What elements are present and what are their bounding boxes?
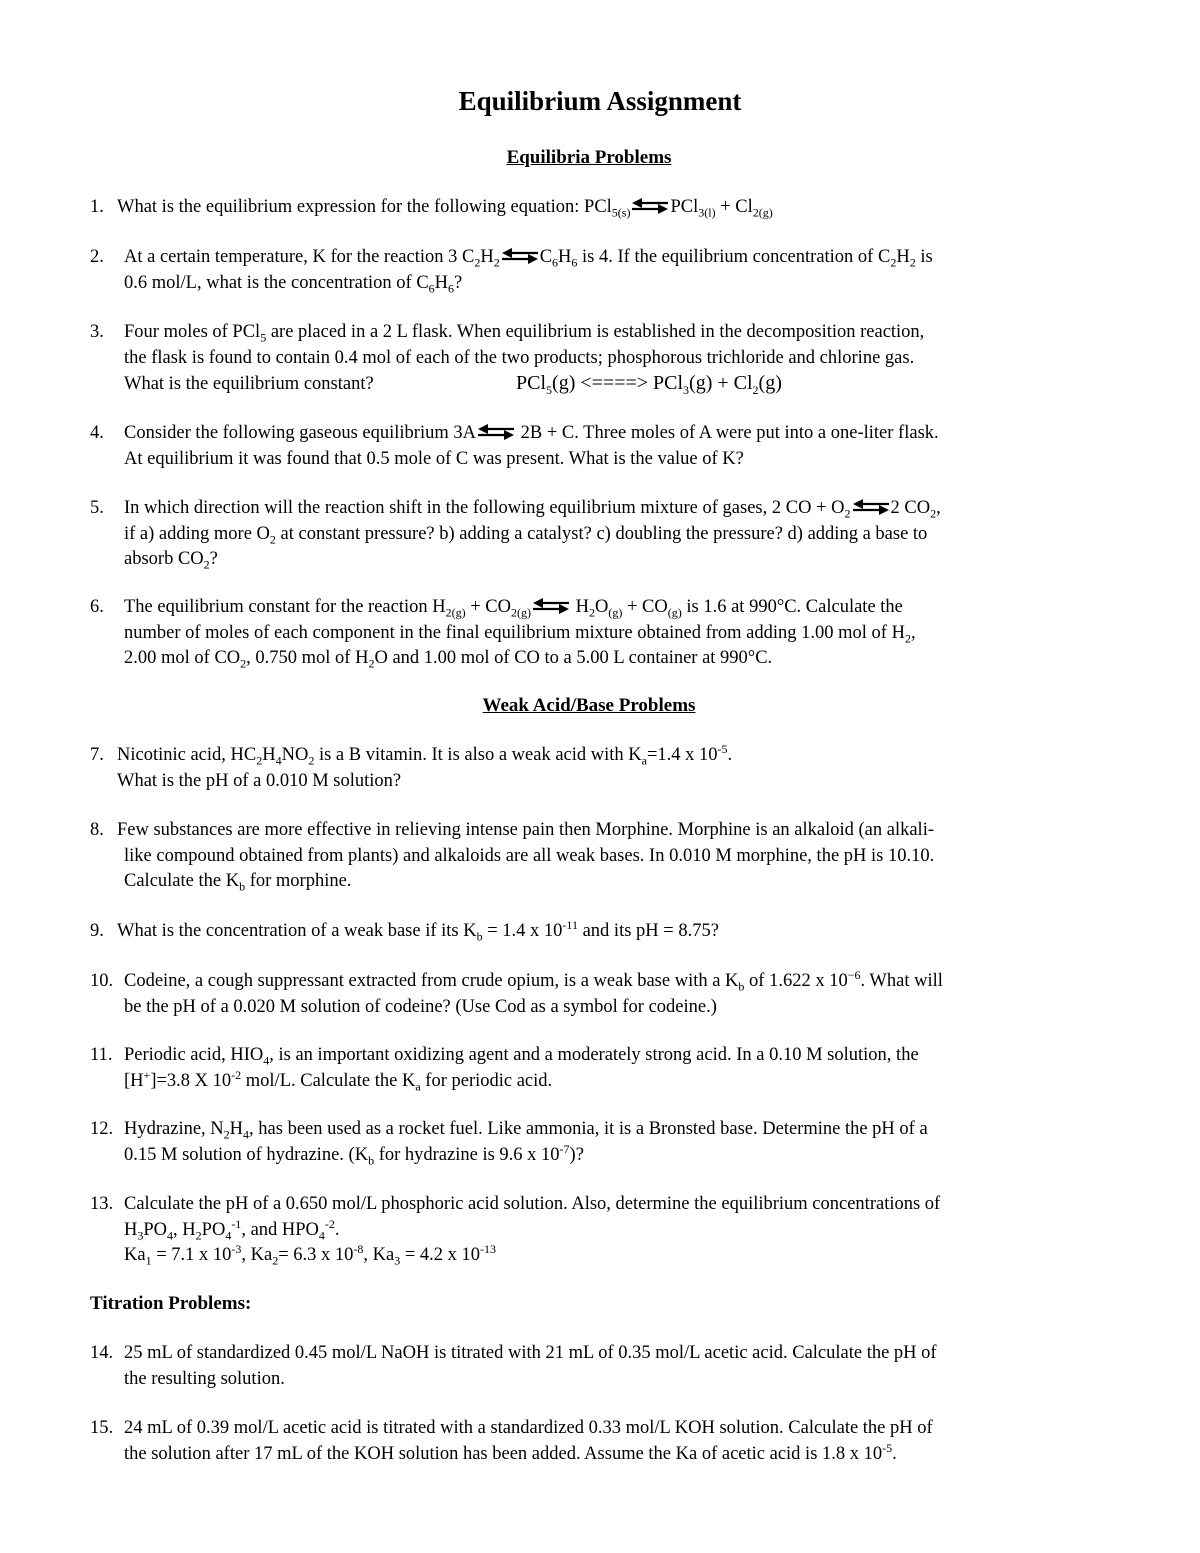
question-9: 9. What is the concentration of a weak base if its $K_b = 1.4$ x $10^{-11}$ and its pH = 8.75? [90, 917, 719, 944]
equilibrium-arrow-icon [852, 499, 890, 515]
question-number: 6. [90, 597, 104, 617]
question-number: 9. [90, 921, 104, 941]
question-number: 3. [90, 322, 104, 342]
question-4: 4. Consider the following gaseous equilibrium 3A 2B + C. Three moles of A were put into a one-liter flask. At equilibrium it was found that 0.5 mole of C was present. What is the value of K? [90, 423, 939, 469]
decomposition-equation: PCl$_5$(g) <====> $PCl_3(g) + Cl_2(g)$ [516, 372, 782, 397]
section-equilibria-heading: Equilibria Problems [506, 147, 672, 168]
question-6: 6. The equilibrium constant for the reaction $H_{2(g)} + CO_{2(g)}$ $H_2O_{(g)} + CO_{(g)}$ is 1.6 at 990°C. Calculate the number of moles of each component in the final equilibrium mixture obtained from adding 1.00 mol of $H_2$, 2.00 mol of $CO_2$, 0.750 mol of $H_2O$ and 1.00 mol of CO to a 5.00 L container at 990°C. [90, 597, 916, 671]
question-15: 15. 24 mL of 0.39 mol/L acetic acid is titrated with a standardized 0.33 mol/L KOH solution. Calculate the pH of the solution after 17 mL of the KOH solution has been added. Assume the Ka of acetic acid is 1.8 x $10^{-5}$. [90, 1418, 933, 1464]
question-number: 4. [90, 423, 104, 443]
question-11: 11. Periodic acid, $HIO_4$, is an important oxidizing agent and a moderately strong acid. In a 0.10 M solution, the [H+]=3.8 X $10^{-2}$ mol/L. Calculate the $K_a$ for periodic acid. [90, 1045, 919, 1094]
section-titration-heading: Titration Problems: [90, 1293, 252, 1314]
question-10: 10. Codeine, a cough suppressant extracted from crude opium, is a weak base with a $K_b$ of 1.622 x $10^{-6}$. What will be the pH of a 0.020 M solution of codeine? (Use Cod as a symbol for codeine.) [90, 967, 943, 1017]
page-title: Equilibrium Assignment [458, 86, 742, 116]
question-7: 7. Nicotinic acid, $HC_2H_4NO_2$ is a B vitamin. It is also a weak acid with $K_a=1.4$ x $10^{-5}$. What is the pH of a 0.010 M solution? [90, 741, 733, 791]
equilibrium-arrow-icon [501, 248, 539, 264]
question-13: 13. Calculate the pH of a 0.650 mol/L phosphoric acid solution. Also, determine the equilibrium concentrations of $H_3PO_4$, $H_2PO_4^{-1}$, and $HPO_4^{-2}$. $Ka_1 = 7.1$ x $10^{-3}$, $Ka_2= 6.3$ x $10^{-8}$, $Ka_3 = 4.2$ x $10^{-13}$ [90, 1194, 941, 1268]
question-8: 8. Few substances are more effective in relieving intense pain then Morphine. Morphine is an alkaloid (an alkali- like compound obtained from plants) and alkaloids are all weak bases. In 0.010 M morphine, the pH is 10.10. Calculate the $K_b$ for morphine. [90, 820, 935, 894]
question-number: 12. [90, 1119, 114, 1139]
question-number: 10. [90, 971, 114, 991]
equilibrium-arrow-icon [532, 598, 570, 614]
question-2: 2. At a certain temperature, K for the reaction 3 $C_2H_2$ $C_6H_6$ is 4. If the equilibrium concentration of $C_2H_2$ is 0.6 mol/L, what is the concentration of $C_6H_6$? [90, 247, 933, 296]
equilibrium-arrow-icon [631, 198, 669, 214]
question-number: 2. [90, 247, 104, 267]
section-weak-acid-base-heading: Weak Acid/Base Problems [482, 695, 696, 716]
question-number: 8. [90, 820, 104, 840]
question-number: 11. [90, 1045, 113, 1065]
equilibrium-arrow-icon [477, 424, 515, 440]
question-14: 14. 25 mL of standardized 0.45 mol/L NaOH is titrated with 21 mL of 0.35 mol/L acetic acid. Calculate the pH of the resulting solution. [90, 1343, 937, 1389]
question-number: 7. [90, 745, 104, 765]
question-number: 5. [90, 498, 104, 518]
question-5: 5. In which direction will the reaction shift in the following equilibrium mixture of gases, 2 CO + $O_2$ 2 $CO_2$, if a) adding more $O_2$ at constant pressure? b) adding a catalyst? c) doubling the pressure? d) adding a base to absorb $CO_2$? [90, 498, 941, 572]
question-3: 3. Four moles of PCl$_5$ are placed in a 2 L flask. When equilibrium is established in the decomposition reaction, the flask is found to contain 0.4 mol of each of the two products; phosphorous trichloride and chlorine gas. What is the equilibrium constant? PCl$_5$(g) <====> $PCl_3(g) + Cl_2(g)$ [90, 322, 925, 397]
question-number: 13. [90, 1194, 114, 1214]
question-number: 14. [90, 1343, 114, 1363]
question-number: 1. [90, 197, 104, 217]
question-1: 1. What is the equilibrium expression for the following equation: PCl$_{5(s)}$ $PCl_{3(l)} + Cl_{2(g)}$ [90, 197, 773, 220]
question-12: 12. Hydrazine, $N_2H_4$, has been used as a rocket fuel. Like ammonia, it is a Bronsted base. Determine the pH of a 0.15 M solution of hydrazine. ($K_b$ for hydrazine is 9.6 x $10^{-7}$)? [90, 1119, 928, 1168]
question-number: 15. [90, 1418, 114, 1438]
